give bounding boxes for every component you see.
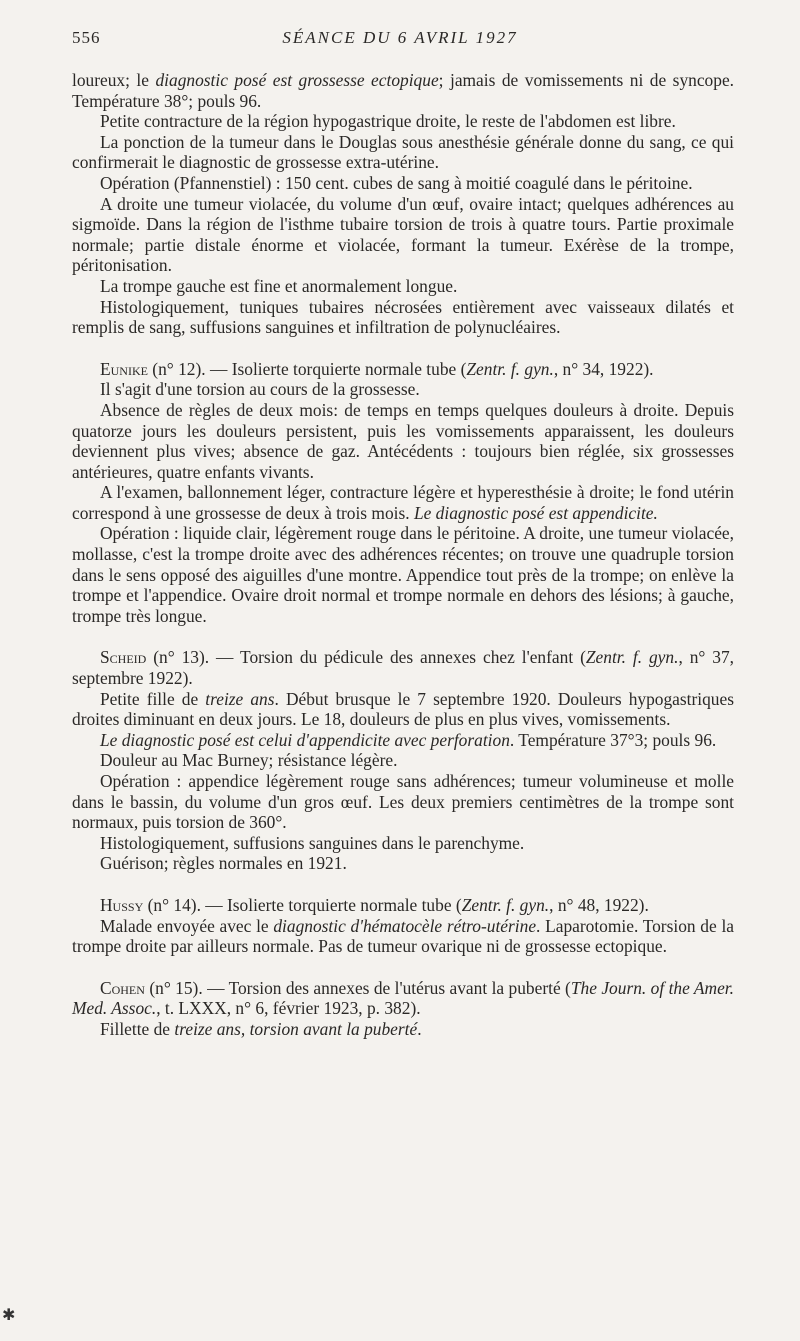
author-name: Eunike [100,358,148,379]
case-heading-scheid: Scheid (n° 13). — Torsion du pédicule des annexes chez l'enfant (Zentr. f. gyn., n° 37, septembre 1922). [72,647,734,689]
author-name: Hussy [100,894,144,915]
paragraph: Absence de règles de deux mois: de temps en temps quelques douleurs à droite. Depuis quatorze jours les douleurs persistent, puis les vomissements apparaissent, les douleurs deviennent plus vives; absence de gaz. Antécédents : toujours bien réglée, six grossesses antérieures, quatre enfants vivants. [72,399,734,482]
paragraph: Guérison; règles normales en 1921. [100,853,347,874]
paragraph: Il s'agit d'une torsion au cours de la grossesse. [100,379,420,400]
paragraph: La trompe gauche est fine et anormalement longue. [100,275,458,296]
header-title: SÉANCE DU 6 AVRIL 1927 [282,28,518,47]
page-body [72,70,734,1040]
paragraph: Histologiquement, suffusions sanguines dans le parenchyme. [100,832,525,853]
paragraph: Histologiquement, tuniques tubaires nécrosées entièrement avec vaisseaux dilatés et remplis de sang, suffusions sanguines et infiltration de polynucléaires. [72,296,734,338]
paragraph: Opération : appendice légèrement rouge sans adhérences; tumeur volumineuse et molle dans le bassin, du volume d'un gros œuf. Les deux premiers centimètres de la trompe sont normaux, puis torsion de 360°. [72,771,734,833]
paragraph: A droite une tumeur violacée, du volume d'un œuf, ovaire intact; quelques adhérences au sigmoïde. Dans la région de l'isthme tubaire torsion de trois à quatre tours. Partie proximale normale; partie distale énorme et violacée, formant la tumeur. Exérèse de la trompe, péritonisation. [72,193,734,276]
case-heading-cohen: Cohen (n° 15). — Torsion des annexes de l'utérus avant la puberté (The Journ. of the Amer. Med. Assoc., t. LXXX, n° 6, février 1923, p. 382). [72,977,734,1019]
page-number: 556 [72,28,101,47]
paragraph: A l'examen, ballonnement léger, contracture légère et hyperesthésie à droite; le fond utérin correspond à une grossesse de deux à trois mois. Le diagnostic posé est appendicite. [72,482,734,523]
paragraph: Le diagnostic posé est celui d'appendicite avec perforation. Température 37°3; pouls 96. [100,729,717,750]
paragraph: Opération : liquide clair, légèrement rouge dans le péritoine. A droite, une tumeur violacée, mollasse, c'est la trompe droite avec des adhérences récentes; on trouve une quadruple torsion dans le sens opposé des aiguilles d'une montre. Appendice tout près de la trompe; on enlève la trompe et l'appendice. Ovaire droit normal et trompe normale en dehors des lésions; à gauche, trompe très longue. [72,523,734,626]
paragraph: La ponction de la tumeur dans le Douglas sous anesthésie générale donne du sang, ce qui confirmerait le diagnostic de grossesse extra-utérine. [72,131,734,173]
running-header [72,28,728,52]
paragraph: Petite contracture de la région hypogastrique droite, le reste de l'abdomen est libre. [100,111,676,132]
author-name: Scheid [100,647,147,668]
paragraph: Fillette de treize ans, torsion avant la puberté. [100,1018,422,1039]
paragraph: Opération (Pfannenstiel) : 150 cent. cubes de sang à moitié coagulé dans le péritoine. [100,172,693,193]
paragraph: Malade envoyée avec le diagnostic d'hématocèle rétro-utérine. Laparotomie. Torsion de la trompe droite par ailleurs normale. Pas de tumeur ovarique ni de grossesse ectopique. [72,915,734,957]
case-heading-eunike: Eunike (n° 12). — Isolierte torquierte normale tube (Zentr. f. gyn., n° 34, 1922). [100,358,654,379]
paragraph: loureux; le diagnostic posé est grossesse ectopique; jamais de vomissements ni de syncope. Température 38°; pouls 96. [72,70,735,111]
ink-speck: ✱ [2,1307,16,1324]
case-heading-hussy: Hussy (n° 14). — Isolierte torquierte normale tube (Zentr. f. gyn., n° 48, 1922). [100,894,649,915]
paragraph: Petite fille de treize ans. Début brusque le 7 septembre 1920. Douleurs hypogastriques droites diminuant en deux jours. Le 18, douleurs de plus en plus vives, vomissements. [72,688,734,730]
paragraph: Douleur au Mac Burney; résistance légère. [100,750,398,771]
author-name: Cohen [100,977,145,998]
